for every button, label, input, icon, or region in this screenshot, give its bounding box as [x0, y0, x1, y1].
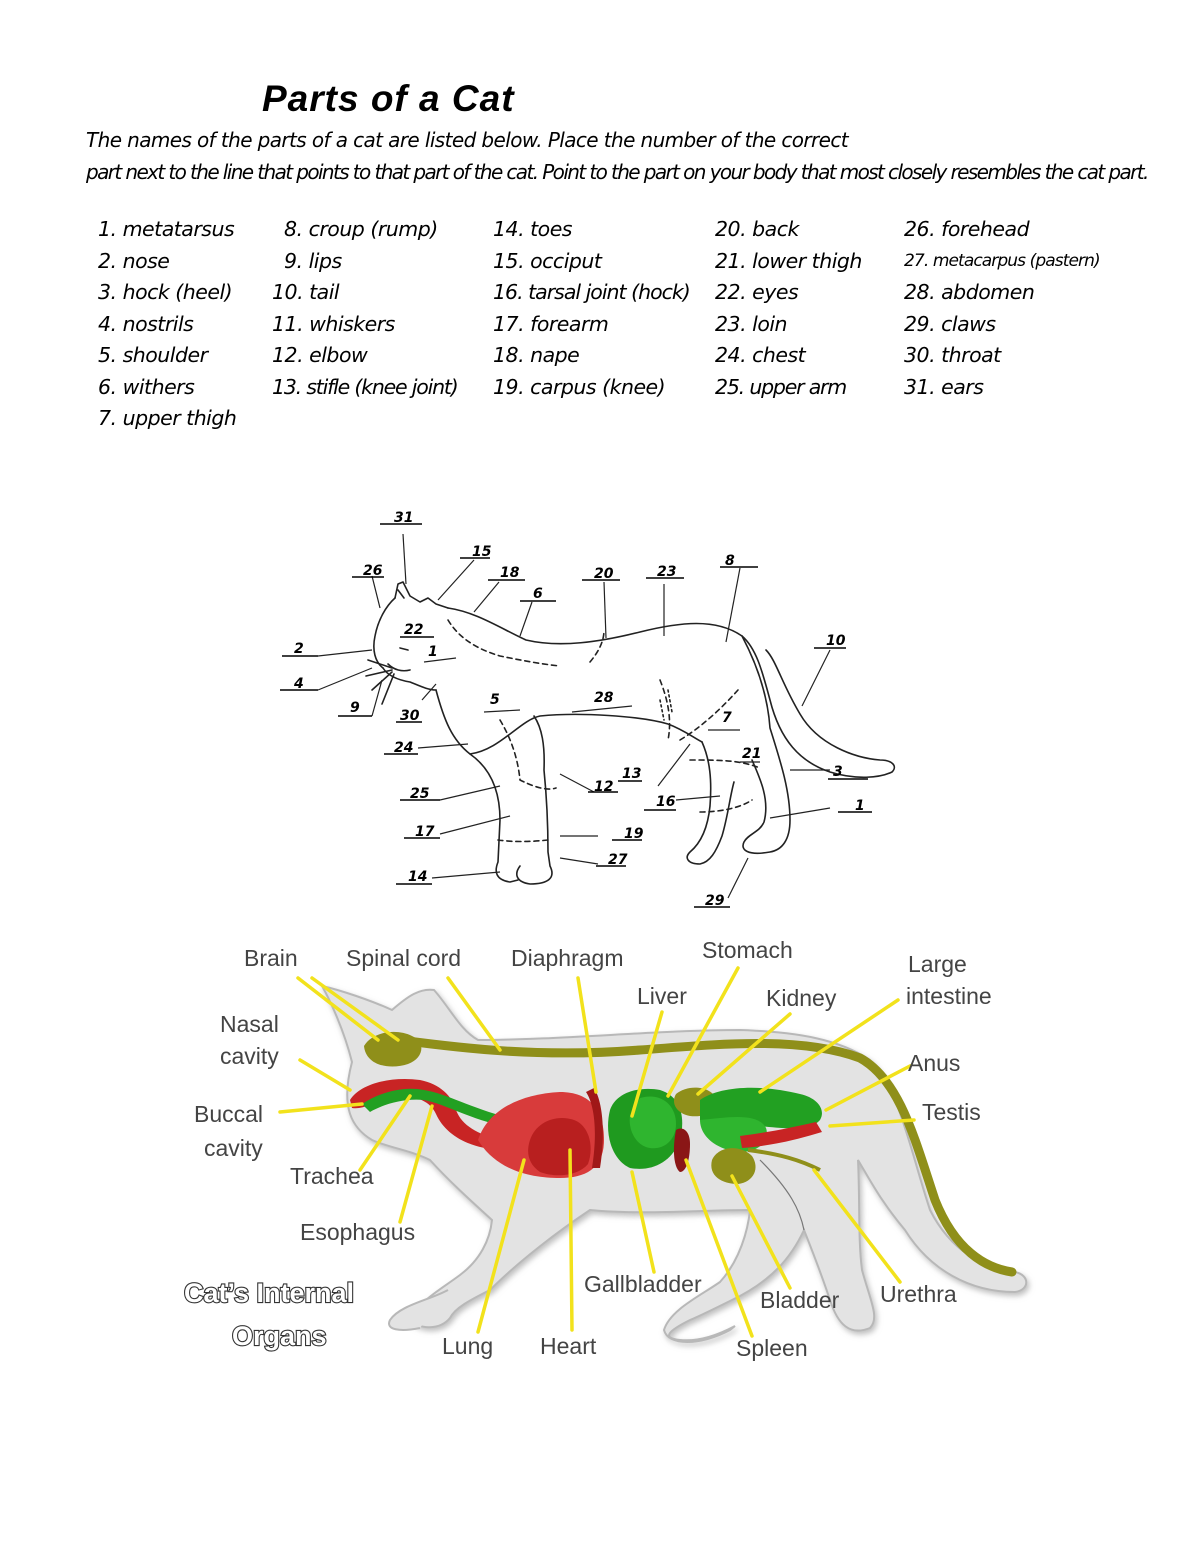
part-item: 17. forearm	[493, 311, 609, 336]
cat-label: 30	[400, 708, 420, 724]
organ-label-spinal-cord: Spinal cord	[346, 945, 462, 971]
instructions-line-2: part next to the line that points to that part of the cat. Point to the part on your body that most closely resembles the cat part.	[86, 160, 1148, 184]
cat-label: 29	[705, 893, 725, 909]
part-item: 11. whiskers	[272, 311, 395, 336]
organ-label-bladder: Bladder	[760, 1287, 840, 1313]
cat-label: 27	[608, 852, 628, 868]
organ-label-stomach: Stomach	[702, 937, 793, 963]
cat-label: 3	[833, 764, 843, 780]
organ-label-kidney: Kidney	[766, 985, 837, 1011]
part-item: 7. upper thigh	[98, 406, 237, 430]
part-item: 2. nose	[98, 248, 170, 273]
organs-title-line-2: Organs	[232, 1321, 327, 1351]
cat-label: 25	[410, 786, 430, 802]
part-item: 20. back	[715, 217, 799, 241]
part-item: 8. croup (rump)	[284, 217, 438, 241]
part-item: 22. eyes	[715, 280, 799, 304]
organ-label-urethra: Urethra	[880, 1281, 957, 1307]
cat-leader-lines	[318, 534, 830, 898]
cat-number-labels	[280, 510, 872, 909]
part-item: 1. metatarsus	[98, 217, 235, 241]
part-item: 19. carpus (knee)	[493, 374, 666, 399]
part-item: 21. lower thigh	[715, 248, 862, 273]
cat-label: 19	[624, 826, 644, 842]
part-item: 12. elbow	[272, 343, 368, 367]
part-item: 30. throat	[904, 343, 1001, 367]
cat-label: 20	[594, 566, 614, 582]
cat-label: 23	[657, 564, 677, 580]
part-item: 5. shoulder	[98, 343, 208, 367]
organ-label-gallbladder: Gallbladder	[584, 1271, 702, 1297]
organs-title-line-1: Cat’s Internal	[184, 1278, 355, 1308]
part-item: 24. chest	[715, 343, 806, 367]
part-item: 10. tail	[272, 280, 340, 304]
organ-label-buccal: Buccal	[194, 1101, 264, 1127]
organ-label-intestine: intestine	[906, 983, 992, 1009]
cat-label: 31	[394, 510, 414, 526]
part-item: 29. claws	[904, 311, 996, 336]
part-item: 13. stifle (knee joint)	[272, 374, 458, 399]
cat-label: 9	[350, 700, 360, 716]
organ-label-brain: Brain	[244, 945, 298, 971]
organ-label-lung: Lung	[442, 1333, 494, 1359]
part-item: 4. nostrils	[98, 311, 194, 336]
cat-label: 6	[533, 586, 543, 602]
organ-label-buccal-cavity: cavity	[204, 1135, 263, 1161]
cat-label: 4	[294, 676, 304, 692]
organ-label-nasal-cavity: cavity	[220, 1043, 279, 1069]
cat-label: 12	[594, 779, 614, 795]
part-item: 9. lips	[284, 248, 342, 273]
organ-label-large: Large	[908, 951, 967, 977]
part-item: 18. nape	[493, 343, 580, 367]
part-item: 26. forehead	[904, 217, 1030, 241]
organ-label-heart: Heart	[540, 1333, 597, 1359]
cat-label: 7	[722, 710, 732, 726]
cat-label: 1	[428, 644, 438, 660]
organ-label-spleen: Spleen	[736, 1335, 808, 1361]
part-item: 31. ears	[904, 374, 984, 399]
cat-label: 26	[363, 563, 383, 579]
part-item: 16. tarsal joint (hock)	[493, 280, 690, 304]
part-item: 27. metacarpus (pastern)	[904, 250, 1100, 271]
organ-label-diaphragm: Diaphragm	[511, 945, 624, 971]
organ-label-testis: Testis	[922, 1099, 981, 1125]
instructions-line-1: The names of the parts of a cat are listed below. Place the number of the correct	[86, 128, 848, 152]
cat-label: 22	[404, 622, 424, 638]
cat-label: 17	[415, 824, 435, 840]
part-item: 28. abdomen	[904, 280, 1035, 304]
part-item: 6. withers	[98, 374, 195, 399]
part-item: 14. toes	[493, 217, 572, 241]
cat-label: 16	[656, 794, 676, 810]
organ-label-anus: Anus	[908, 1050, 961, 1076]
organ-label-nasal: Nasal	[220, 1011, 279, 1037]
cat-label: 13	[622, 766, 642, 782]
cat-internal-organs-illustration	[184, 937, 1026, 1361]
cat-label: 18	[500, 565, 520, 581]
cat-label: 2	[294, 641, 304, 657]
cat-label: 15	[472, 544, 492, 560]
cat-label: 24	[394, 740, 414, 756]
organ-label-liver: Liver	[637, 983, 687, 1009]
part-item: 23. loin	[715, 311, 788, 336]
cat-label: 5	[490, 692, 500, 708]
part-item: 15. occiput	[493, 248, 602, 273]
part-item: 25. upper arm	[715, 374, 847, 399]
cat-label: 21	[742, 746, 762, 762]
organ-label-trachea: Trachea	[290, 1163, 374, 1189]
cat-label: 8	[725, 553, 735, 569]
cat-label: 10	[826, 633, 846, 649]
part-item: 3. hock (heel)	[98, 280, 233, 304]
organ-label-esophagus: Esophagus	[300, 1219, 416, 1245]
cat-label: 1	[855, 798, 865, 814]
page-title: Parts of a Cat	[262, 78, 515, 119]
cat-label: 14	[408, 869, 428, 885]
cat-label: 28	[594, 690, 614, 706]
